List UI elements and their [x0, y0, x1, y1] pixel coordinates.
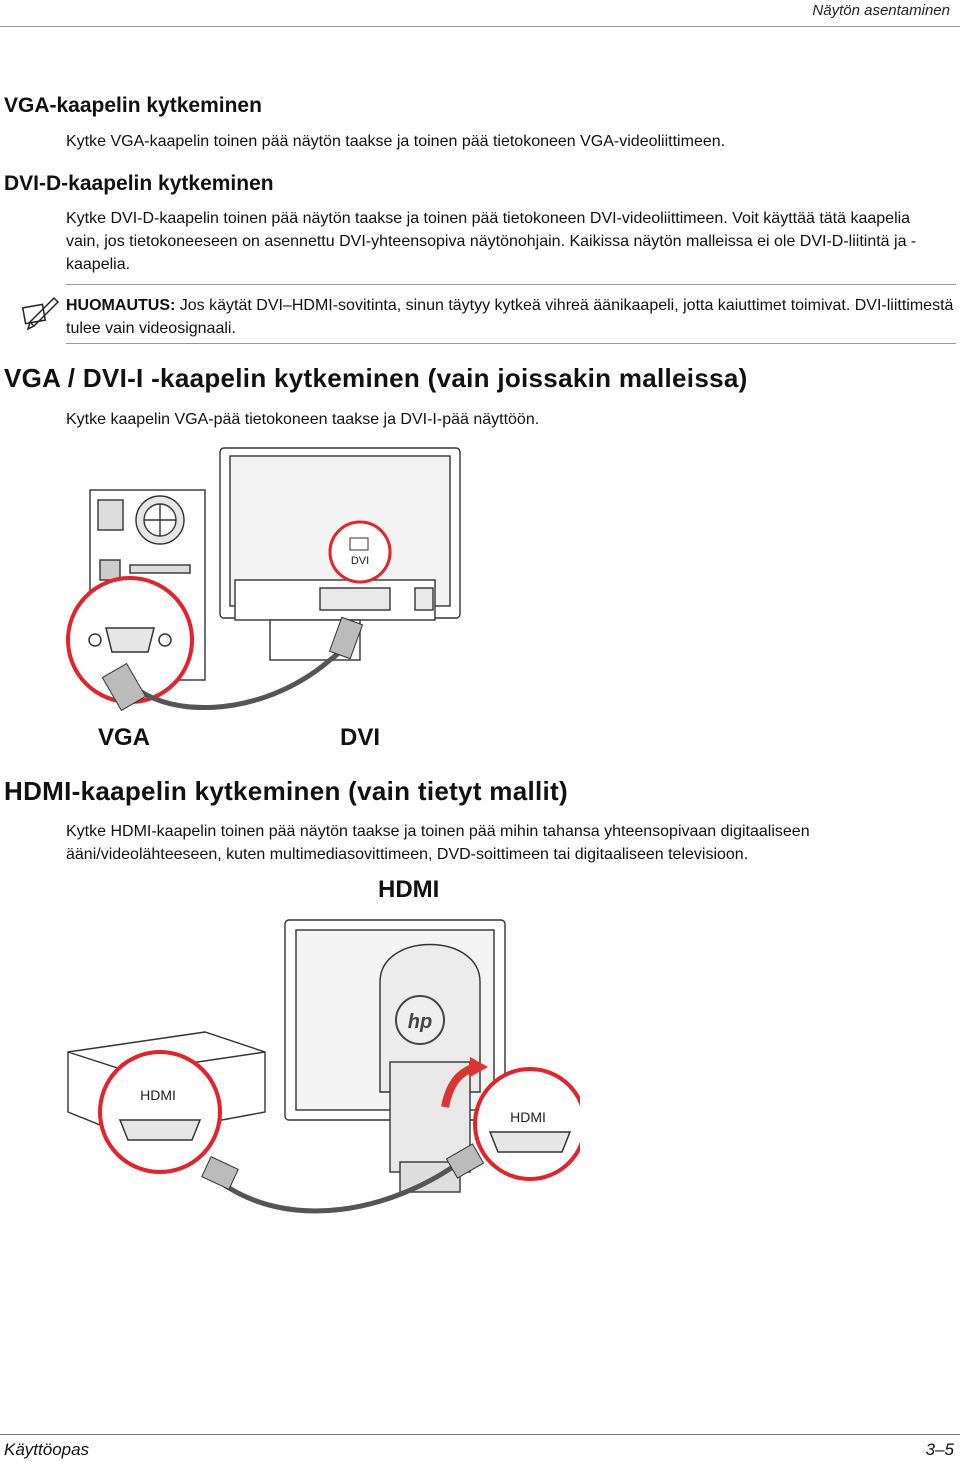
hdmi-connection-illustration	[60, 912, 580, 1242]
paragraph-dvid-cable: Kytke DVI-D-kaapelin toinen pää näytön taakse ja toinen pää tietokoneen DVI-videoliittimeen. Voit käyttää tätä kaapelia vain, jos tietokoneeseen on asennettu DVI-yhteensopiva näytönohjain. Kaikissa näytön malleissa ei ole DVI-D-liitintä ja -kaapelia.	[66, 210, 917, 273]
header-divider	[0, 26, 960, 27]
caption-vga: VGA	[98, 724, 151, 751]
paragraph-vga-dvi-cable: Kytke kaapelin VGA-pää tietokoneen taakse ja DVI-I-pää näyttöön.	[66, 411, 540, 428]
hdmi-source-port	[120, 1120, 200, 1140]
hdmi-source-callout	[100, 1052, 220, 1172]
footer-divider	[0, 1434, 960, 1435]
heading-dvid-cable: DVI-D-kaapelin kytkeminen	[4, 172, 274, 195]
note-label: HUOMAUTUS:	[66, 297, 176, 314]
hdmi-plug-left	[202, 1157, 238, 1190]
note-text	[66, 294, 956, 340]
caption-dvi: DVI	[340, 724, 381, 751]
dvi-port-callout	[330, 522, 390, 582]
caption-hdmi-title: HDMI	[378, 876, 440, 903]
paragraph-hdmi-cable: Kytke HDMI-kaapelin toinen pää näytön taakse ja toinen pää mihin tahansa yhteensopivaan digitaaliseen ääni/videolähteeseen, kuten multimediasovittimeen, DVD-soittimeen tai digitaaliseen televisioon.	[66, 823, 810, 863]
hdmi-monitor-label: HDMI	[510, 1109, 546, 1125]
note-body: Jos käytät DVI–HDMI-sovitinta, sinun täytyy kytkeä vihreä äänikaapeli, jotta kaiuttimet toimivat. DVI-liittimestä tulee vain videosignaali.	[66, 297, 954, 337]
note-pencil-icon	[20, 292, 60, 332]
hdmi-source-label: HDMI	[140, 1087, 176, 1103]
hp-logo	[396, 996, 444, 1044]
dvi-port-label: DVI	[350, 555, 370, 567]
paragraph-vga-cable: Kytke VGA-kaapelin toinen pää näytön taakse ja toinen pää tietokoneen VGA-videoliittimeen.	[66, 133, 726, 150]
footer-manual-title: Käyttöopas	[4, 1440, 90, 1459]
hp-logo-text: hp	[407, 1011, 433, 1033]
heading-vga-dvi-cable: VGA / DVI-I -kaapelin kytkeminen (vain joissakin malleissa)	[4, 363, 748, 393]
hdmi-monitor-port	[490, 1132, 570, 1152]
note-top-divider	[66, 284, 956, 285]
footer-page-number: 3–5	[925, 1440, 954, 1459]
monitor-port-icon	[350, 538, 368, 550]
heading-hdmi-cable: HDMI-kaapelin kytkeminen (vain tietyt mallit)	[4, 776, 568, 806]
note-bottom-divider	[66, 343, 956, 344]
running-header: Näytön asentaminen	[812, 2, 950, 19]
vga-dvi-connection-illustration	[60, 440, 480, 730]
heading-vga-cable: VGA-kaapelin kytkeminen	[4, 94, 262, 117]
